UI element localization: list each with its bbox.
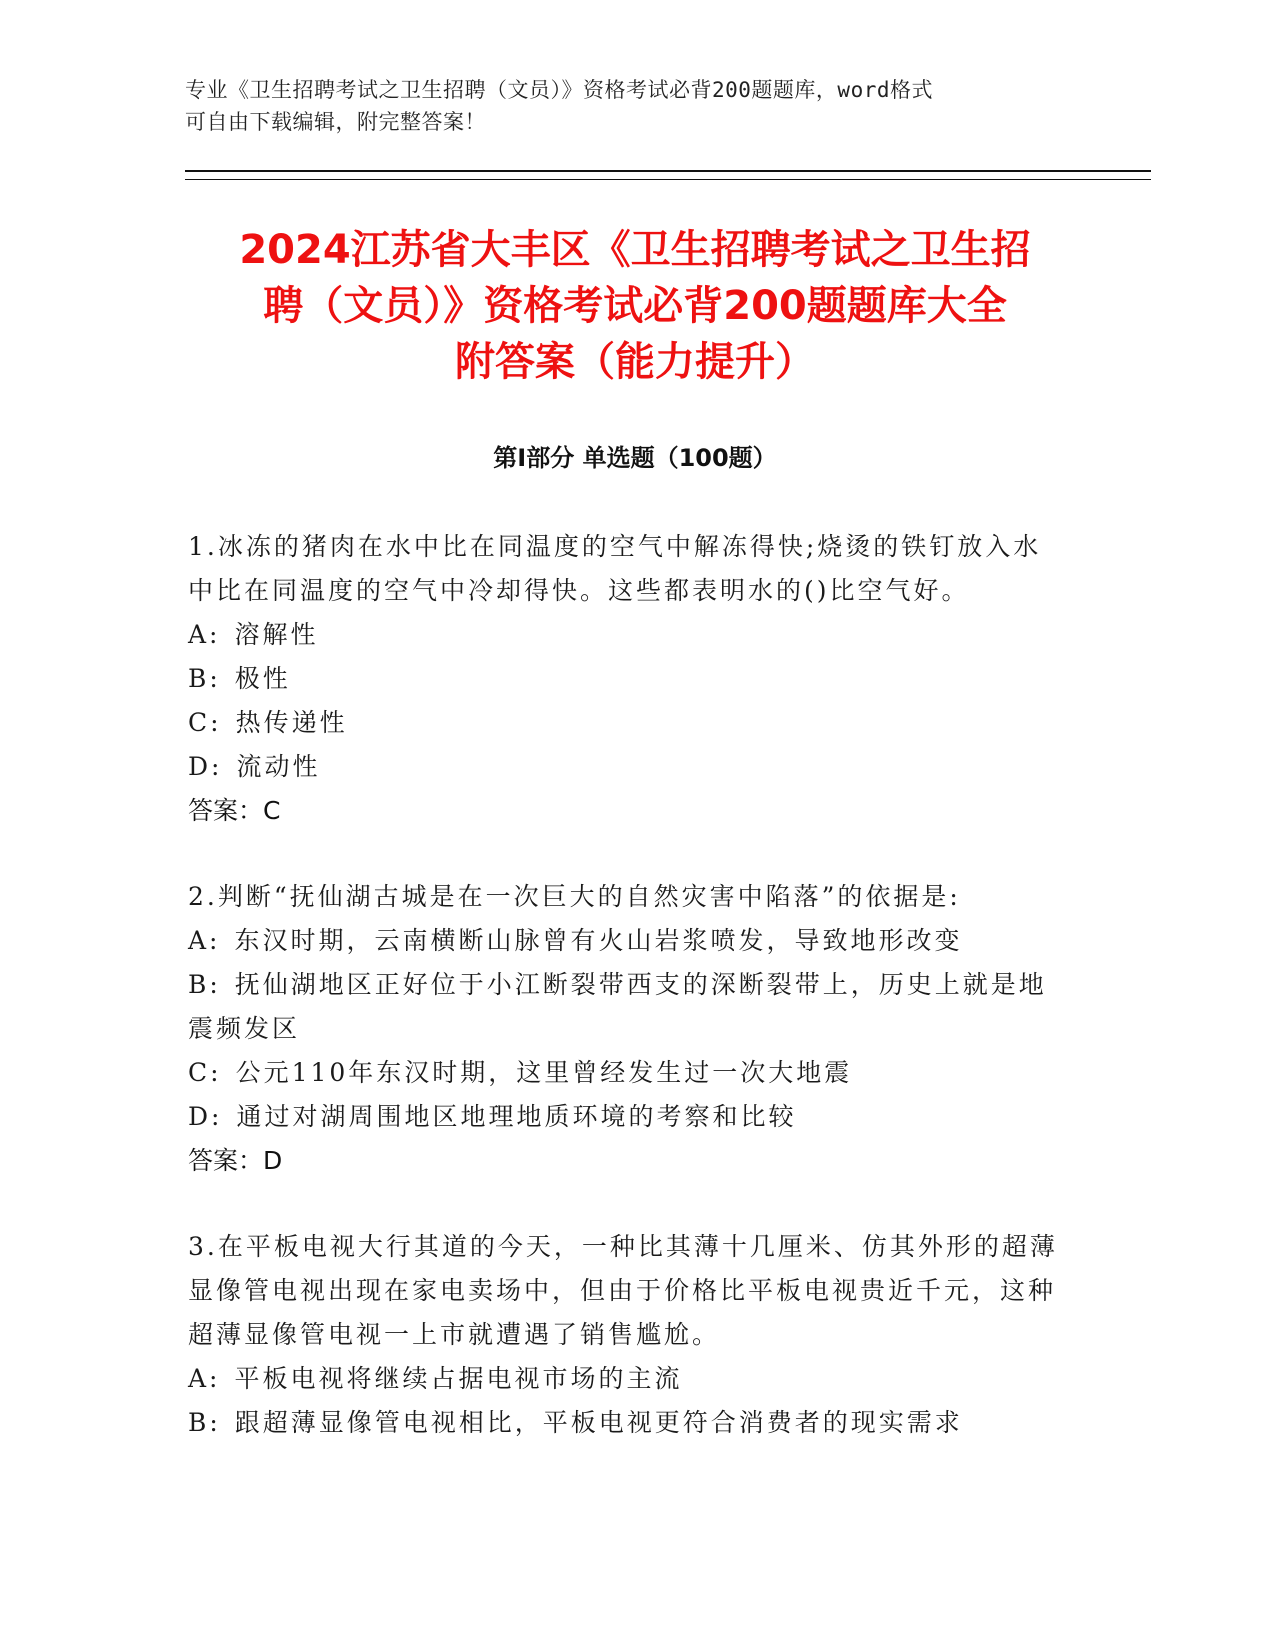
option-a (188, 613, 1068, 657)
question-list (188, 525, 1068, 1487)
option-b (188, 657, 1068, 701)
option-key: B: (188, 664, 221, 693)
document-title (185, 222, 1085, 390)
option-key: A: (188, 1364, 221, 1393)
question-stem: 3.在平板电视大行其道的今天，一种比其薄十几厘米、仿其外形的超薄显像管电视出现在家电卖场中，但由于价格比平板电视贵近千元，这种超薄显像管电视一上市就遭遇了销售尴尬。 (188, 1232, 1058, 1349)
option-text: 东汉时期，云南横断山脉曾有火山岩浆喷发，导致地形改变 (234, 926, 963, 955)
option-key: B: (188, 1408, 221, 1437)
question-3 (188, 1225, 1068, 1445)
option-d (188, 745, 1068, 789)
option-key: A: (188, 926, 221, 955)
option-key: A: (188, 620, 221, 649)
header-note-line-1: 专业《卫生招聘考试之卫生招聘（文员）》资格考试必背200题题库，word格式 (185, 78, 933, 102)
question-2 (188, 875, 1068, 1183)
option-text: 平板电视将继续占据电视市场的主流 (234, 1364, 683, 1393)
option-text: 通过对湖周围地区地理地质环境的考察和比较 (236, 1102, 797, 1131)
option-text: 跟超薄显像管电视相比，平板电视更符合消费者的现实需求 (234, 1408, 963, 1437)
title-line-2: 聘（文员）》资格考试必背200题题库大全 (263, 283, 1007, 329)
option-b (188, 963, 1068, 1051)
option-c (188, 701, 1068, 745)
option-c (188, 1051, 1068, 1095)
option-key: B: (188, 970, 221, 999)
section-title: 第Ⅰ部分 单选题（100题） (493, 444, 777, 472)
title-line-1: 2024江苏省大丰区《卫生招聘考试之卫生招 (239, 227, 1031, 273)
title-line-3: 附答案（能力提升） (455, 339, 815, 385)
question-stem: 2.判断“抚仙湖古城是在一次巨大的自然灾害中陷落”的依据是: (188, 882, 961, 911)
option-text: 热传递性 (235, 708, 348, 737)
question-stem: 1.冰冻的猪肉在水中比在同温度的空气中解冻得快;烧烫的铁钉放入水中比在同温度的空气中冷却得快。这些都表明水的()比空气好。 (188, 532, 1042, 605)
option-text: 溶解性 (234, 620, 319, 649)
option-a (188, 1357, 1068, 1401)
header-rule-thin (185, 179, 1151, 180)
option-key: C: (188, 1058, 222, 1087)
option-key: C: (188, 708, 222, 737)
option-a (188, 919, 1068, 963)
header-rule-thick (185, 170, 1151, 172)
option-key: D: (188, 752, 223, 781)
header-note (185, 74, 1075, 138)
option-d (188, 1095, 1068, 1139)
option-text: 流动性 (236, 752, 321, 781)
option-text: 公元110年东汉时期，这里曾经发生过一次大地震 (235, 1058, 853, 1087)
answer-line: 答案：C (188, 796, 281, 825)
option-key: D: (188, 1102, 223, 1131)
option-text: 抚仙湖地区正好位于小江断裂带西支的深断裂带上，历史上就是地震频发区 (188, 970, 1047, 1043)
header-note-line-2: 可自由下载编辑，附完整答案！ (185, 110, 486, 134)
option-text: 极性 (234, 664, 291, 693)
answer-line: 答案：D (188, 1146, 283, 1175)
option-b (188, 1401, 1068, 1445)
question-1 (188, 525, 1068, 833)
